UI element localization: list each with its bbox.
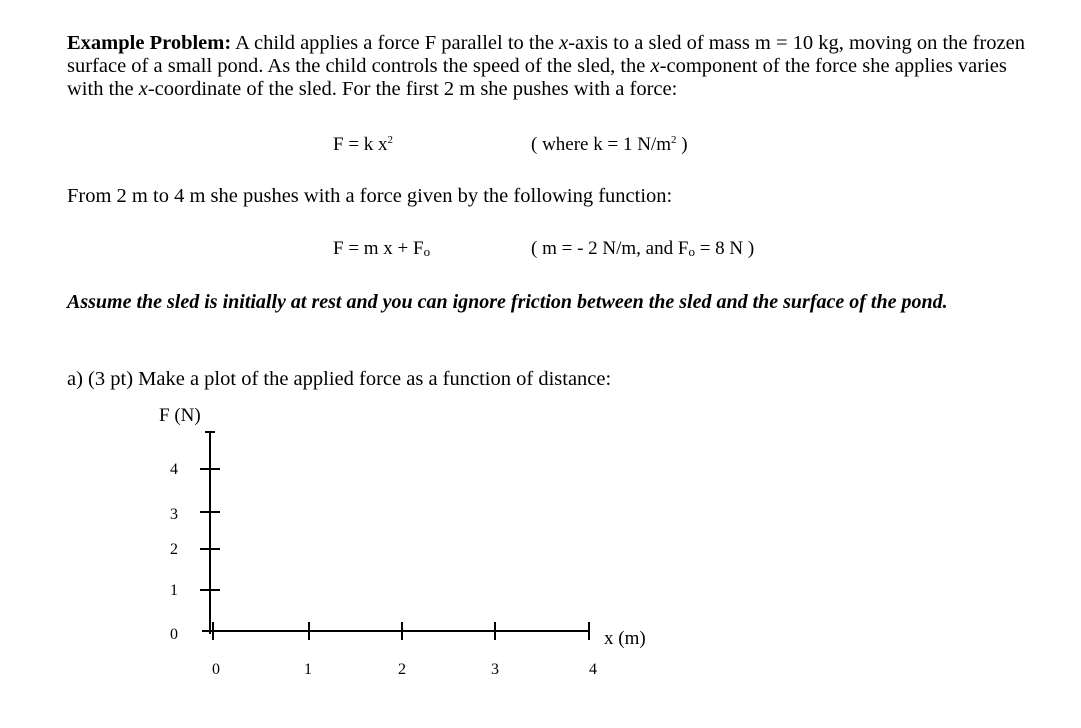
y-tick-label-2: 2 (170, 541, 178, 558)
plot-x-axis-label: x (m) (604, 628, 646, 649)
problem-intro-3: -component of the force she applies varies with the (67, 55, 1007, 100)
equation-1-note-exponent: 2 (671, 134, 677, 146)
assumption-text: Assume the sled is initially at rest and you can ignore friction between the sled and the surface of the pond. (67, 291, 948, 313)
equation-2-note-pre: ( m = - 2 N/m, and F (531, 238, 689, 259)
x-tick-label-1: 1 (304, 661, 312, 678)
equation-2-note-post: = 8 N ) (694, 238, 755, 259)
mid-text: From 2 m to 4 m she pushes with a force given by the following function: (67, 185, 673, 207)
x-tick-label-4: 4 (589, 661, 597, 678)
plot-y-axis-label: F (N) (159, 405, 201, 426)
x-axis-variable: x (559, 32, 569, 54)
problem-intro-4: -coordinate of the sled. For the first 2 m she pushes with a force: (147, 78, 678, 100)
part-a-question: a) (3 pt) Make a plot of the applied force as a function of distance: (67, 368, 612, 390)
equation-2-lhs: F = m x + F (333, 238, 424, 259)
y-tick-label-3: 3 (170, 506, 178, 523)
equation-1-lhs: F = k x (333, 134, 388, 155)
x-component-variable: x (650, 55, 660, 77)
equation-2-subscript: o (423, 244, 431, 259)
y-tick-label-4: 4 (170, 461, 178, 478)
equation-2-note-subscript: o (688, 244, 695, 259)
problem-intro-2: -axis to a sled of mass m = 10 kg, moving on the frozen surface of a small pond. As the child controls the speed of the sled, the (67, 32, 1025, 77)
equation-1-exponent: 2 (387, 134, 394, 146)
problem-heading: Example Problem: (67, 32, 232, 54)
x-tick-label-0: 0 (212, 661, 220, 678)
y-tick-label-0: 0 (170, 626, 178, 643)
x-tick-label-3: 3 (491, 661, 499, 678)
x-coordinate-variable: x (138, 78, 148, 100)
x-tick-label-2: 2 (398, 661, 406, 678)
y-tick-label-1: 1 (170, 582, 178, 599)
equation-1-note-post: ) (676, 134, 688, 155)
equation-1-note-pre: ( where k = 1 N/m (531, 134, 671, 155)
problem-intro-1: A child applies a force F parallel to the (231, 32, 560, 54)
